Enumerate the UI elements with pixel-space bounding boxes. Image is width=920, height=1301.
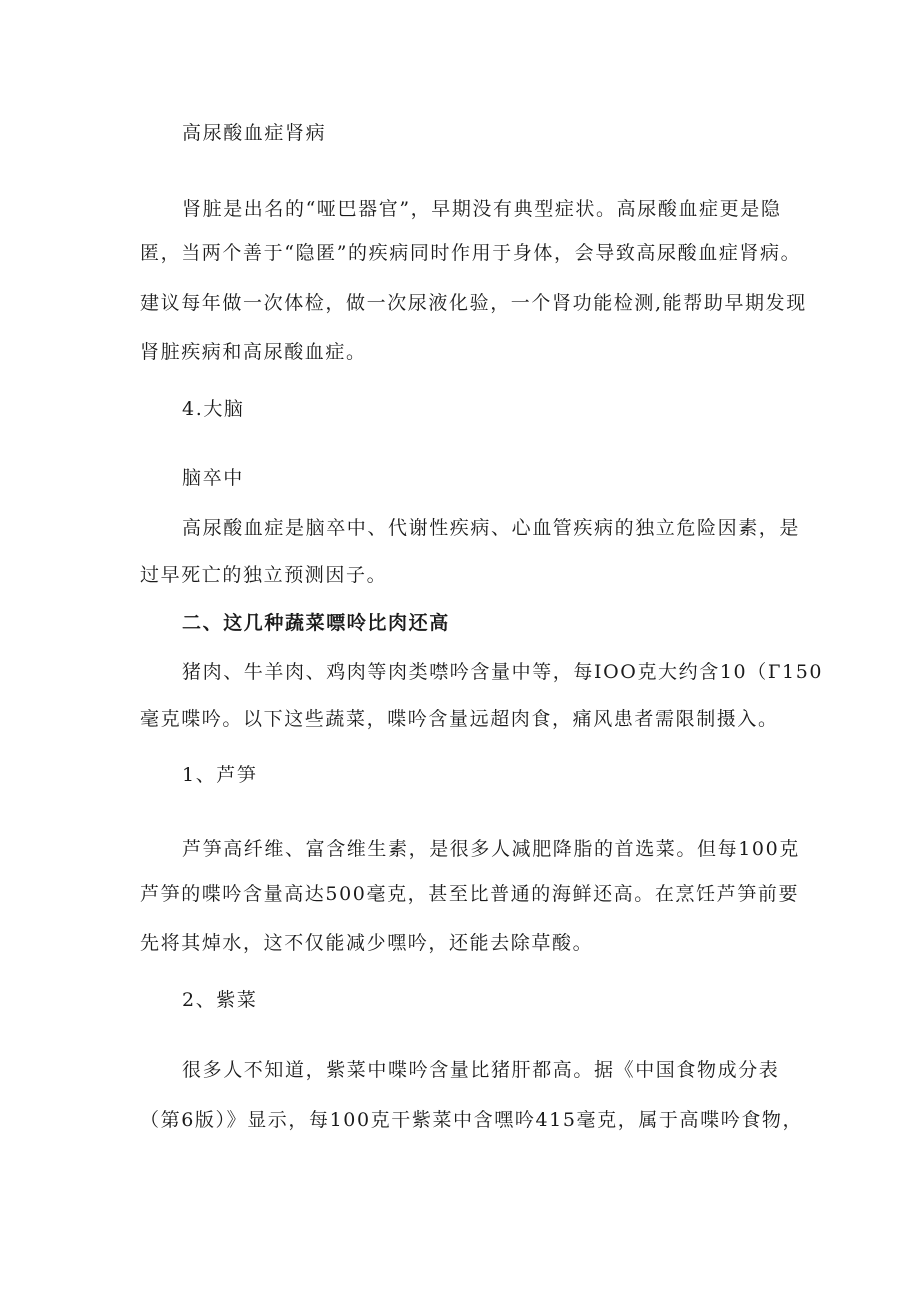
paragraph-stroke-line-2: 过早死亡的独立预测因子。 — [140, 564, 388, 586]
paragraph-meat-line-1: 猪肉、牛羊肉、鸡肉等肉类噤吟含量中等，每IOO克大约含10（Г150 — [182, 661, 824, 683]
list-item-asparagus: 1、芦笋 — [182, 764, 258, 786]
paragraph-kidney-line-2: 匿，当两个善于“隐匿”的疾病同时作用于身体，会导致高尿酸血症肾病。 — [140, 242, 802, 264]
section-title-hyperuricemic-nephropathy: 高尿酸血症肾病 — [182, 122, 327, 144]
list-item-brain: 4.大脑 — [182, 398, 245, 420]
list-item-seaweed: 2、紫菜 — [182, 989, 258, 1011]
heading-vegetables: 二、这几种蔬菜嘌呤比肉还高 — [182, 612, 450, 634]
paragraph-asparagus-line-2: 芦笋的喋吟含量高达500毫克，甚至比普通的海鲜还高。在烹饪芦笋前要 — [140, 883, 800, 905]
paragraph-seaweed-line-2: （第6版）》显示，每100克干紫菜中含嘿吟415毫克，属于高喋吟食物， — [140, 1109, 804, 1131]
paragraph-asparagus-line-3: 先将其焯水，这不仅能减少嘿吟，还能去除草酸。 — [140, 932, 594, 954]
paragraph-kidney-line-1: 肾脏是出名的“哑巴器官”，早期没有典型症状。高尿酸血症更是隐 — [182, 198, 782, 220]
paragraph-kidney-line-3: 建议每年做一次体检，做一次尿液化验，一个肾功能检测,能帮助早期发现 — [140, 292, 807, 314]
section-title-stroke: 脑卒中 — [182, 467, 244, 489]
paragraph-asparagus-line-1: 芦笋高纤维、富含维生素，是很多人减肥降脂的首选菜。但每100克 — [182, 838, 800, 860]
paragraph-seaweed-line-1: 很多人不知道，紫菜中喋吟含量比猪肝都高。据《中国食物成分表 — [182, 1059, 780, 1081]
paragraph-stroke-line-1: 高尿酸血症是脑卒中、代谢性疾病、心血管疾病的独立危险因素，是 — [182, 517, 801, 539]
paragraph-meat-line-2: 毫克喋吟。以下这些蔬菜，喋吟含量远超肉食，痛风患者需限制摄入。 — [140, 708, 779, 730]
paragraph-kidney-line-4: 肾脏疾病和高尿酸血症。 — [140, 341, 367, 363]
